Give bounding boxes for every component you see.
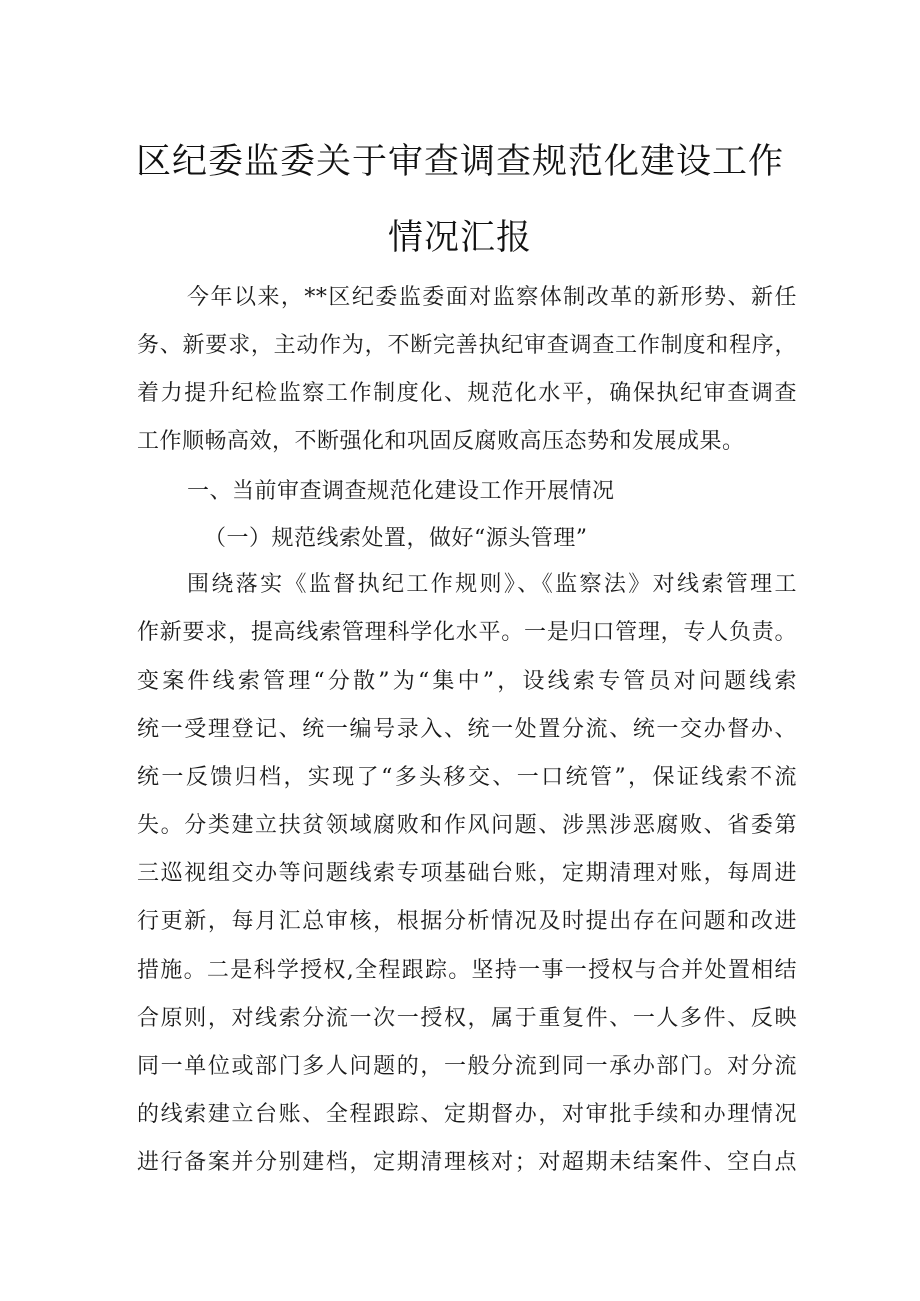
body-line: 三巡视组交办等问题线索专项基础台账，定期清理对账，每周进	[137, 861, 797, 886]
body-line: 同一单位或部门多人问题的，一般分流到同一承办部门。对分流	[137, 1054, 797, 1079]
intro-line: 今年以来，**区纪委监委面对监察体制改革的新形势、新任	[187, 285, 797, 310]
body-line: 统一受理登记、统一编号录入、统一处置分流、统一交办督办、	[137, 717, 797, 742]
body-line: 合原则，对线索分流一次一授权，属于重复件、一人多件、反映	[137, 1006, 797, 1031]
section-heading: 一、当前审查调查规范化建设工作开展情况	[187, 479, 615, 504]
document-title-line-1: 区纪委监委关于审查调查规范化建设工作	[135, 142, 784, 182]
subsection-heading: （一）规范线索处置，做好“源头管理”	[204, 526, 588, 551]
body-line: 行更新，每月汇总审核，根据分析情况及时提出存在问题和改进	[137, 909, 797, 934]
body-line: 失。分类建立扶贫领域腐败和作风问题、涉黑涉恶腐败、省委第	[137, 813, 797, 838]
intro-line: 务、新要求，主动作为，不断完善执纪审查调查工作制度和程序，	[137, 333, 797, 358]
body-line: 进行备案并分别建档，定期清理核对；对超期未结案件、空白点	[137, 1150, 797, 1175]
body-line: 变案件线索管理“分散”为“集中”，设线索专管员对问题线索	[137, 669, 797, 694]
body-line: 的线索建立台账、全程跟踪、定期督办，对审批手续和办理情况	[137, 1102, 797, 1127]
body-line: 措施。二是科学授权,全程跟踪。坚持一事一授权与合并处置相结	[137, 958, 797, 983]
body-line: 围绕落实《监督执纪工作规则》、《监察法》对线索管理工	[187, 572, 797, 597]
document-title-line-2: 情况汇报	[387, 218, 532, 258]
body-line: 统一反馈归档，实现了“多头移交、一口统管”，保证线索不流	[137, 765, 797, 790]
intro-line: 工作顺畅高效，不断强化和巩固反腐败高压态势和发展成果。	[137, 429, 745, 454]
body-line: 作新要求，提高线索管理科学化水平。一是归口管理，专人负责。	[137, 620, 797, 645]
intro-line: 着力提升纪检监察工作制度化、规范化水平，确保执纪审查调查	[137, 381, 797, 406]
